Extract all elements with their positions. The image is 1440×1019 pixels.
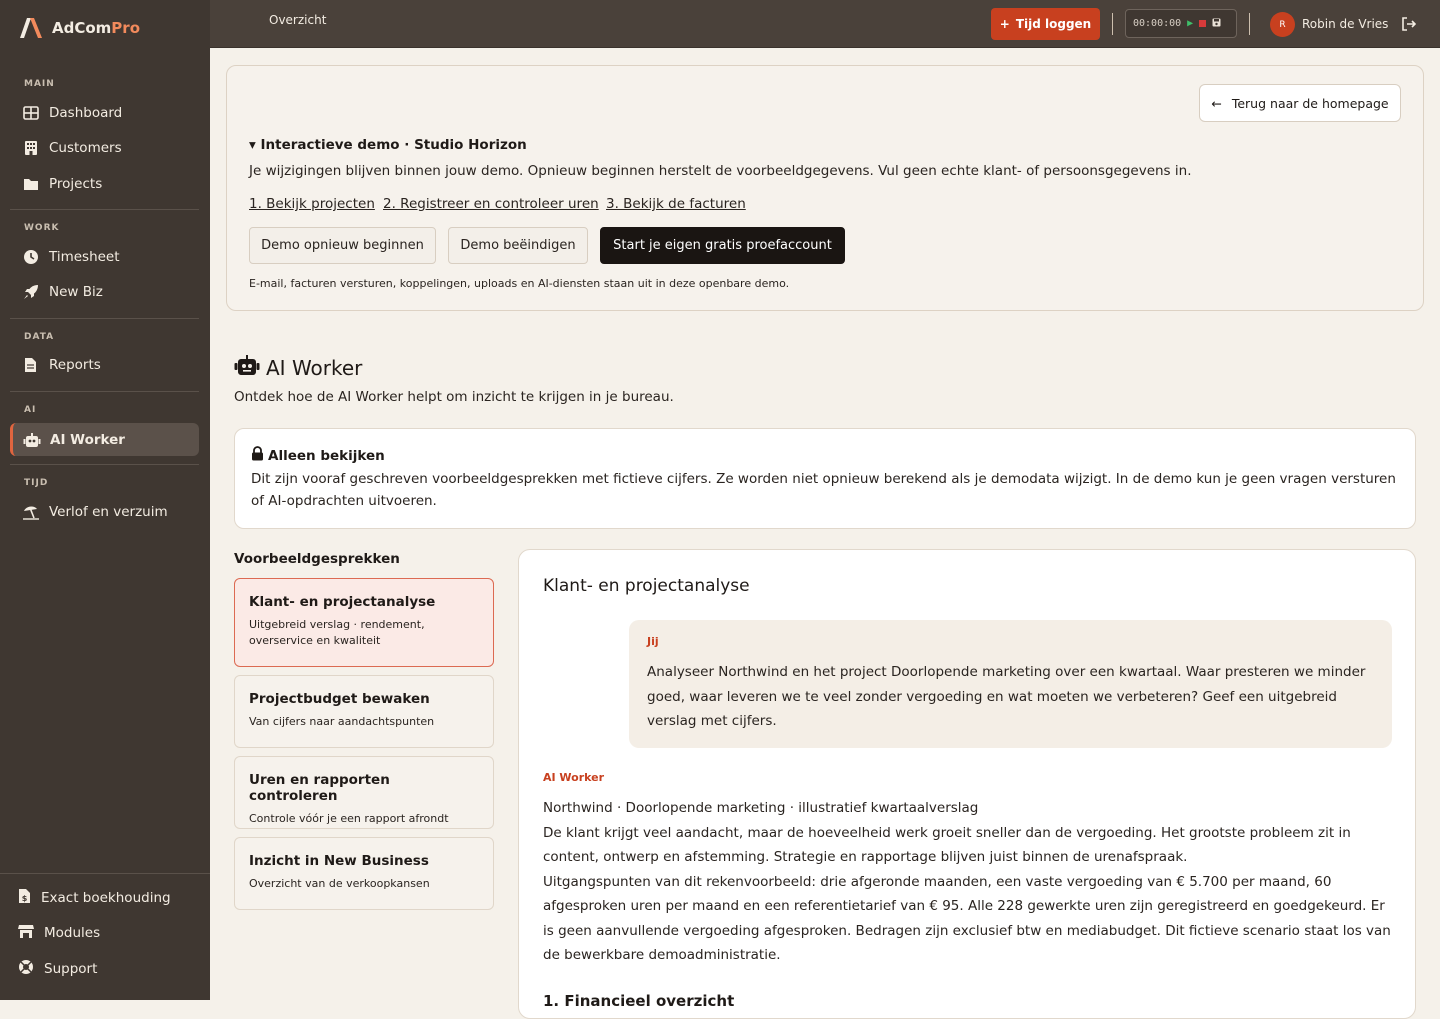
sidebar-item-ai-worker[interactable] [10, 423, 199, 456]
logout-icon[interactable] [1401, 16, 1416, 35]
demo-description: Je wijzigingen blijven binnen jouw demo. Opnieuw beginnen herstelt de voorbeeldgegevens. Vul geen echte klant- of persoonsgegevens in. [249, 163, 1192, 179]
user-name[interactable]: Robin de Vries [1302, 17, 1389, 31]
folder-icon [22, 175, 39, 192]
page-title [234, 354, 362, 381]
sidebar-divider [0, 873, 210, 874]
rocket-icon [22, 283, 39, 300]
app-logo[interactable] [18, 16, 140, 40]
back-button-label: Terug naar de homepage [1231, 95, 1389, 111]
conversation-item-analysis[interactable] [234, 578, 494, 667]
notice-title-text: Alleen bekijken [268, 447, 385, 464]
sidebar-divider [10, 209, 199, 210]
sidebar-item-newbiz[interactable] [10, 275, 199, 308]
demo-panel [226, 65, 1424, 311]
log-time-label: Tijd loggen [1015, 17, 1092, 31]
document-icon [22, 356, 39, 373]
sidebar-item-label: Exact boekhouding [41, 890, 171, 906]
sidebar-divider [10, 318, 199, 319]
robot-icon [234, 354, 260, 381]
sidebar-item-label: Customers [49, 139, 122, 156]
back-to-homepage-button[interactable] [1199, 84, 1401, 122]
ai-message [543, 796, 1393, 968]
sidebar-item-projects[interactable] [10, 167, 199, 200]
breadcrumb[interactable]: Overzicht [269, 13, 327, 27]
store-icon [18, 924, 34, 943]
topbar [210, 0, 1440, 48]
sidebar-item-label: New Biz [49, 283, 103, 300]
sidebar-item-modules[interactable] [8, 916, 203, 950]
app-name: AdComPro [52, 19, 140, 37]
section-label-ai: AI [24, 405, 37, 415]
sidebar-item-customers[interactable] [10, 131, 199, 164]
step-link-hours[interactable]: 2. Registreer en controleer uren [383, 196, 599, 212]
conversation-item-budget[interactable] [234, 675, 494, 748]
grid-icon [22, 104, 39, 121]
section-label-main: MAIN [24, 79, 55, 89]
ai-section-heading: 1. Financieel overzicht [543, 992, 735, 1010]
section-label-data: DATA [24, 332, 55, 342]
sidebar-item-label: Verlof en verzuim [49, 503, 168, 520]
sidebar-item-reports[interactable] [10, 348, 199, 381]
sidebar-item-label: Reports [49, 356, 101, 373]
building-icon [22, 139, 39, 156]
page-title-text: AI Worker [266, 355, 363, 380]
notice-text: Dit zijn vooraf geschreven voorbeeldgesprekken met fictieve cijfers. Ze worden niet opnieuw berekend als je demodata wijzigt. In de demo kun je geen vragen versturen of AI-opdrachten uitvoeren. [251, 471, 1396, 509]
topbar-separator [1249, 13, 1250, 35]
chat-title: Klant- en projectanalyse [543, 576, 750, 596]
sidebar-divider [10, 464, 199, 465]
demo-end-button[interactable]: Demo beëindigen [448, 227, 588, 264]
sidebar-item-label: Support [44, 961, 98, 977]
conversation-title: Klant- en projectanalyse [249, 594, 436, 610]
sidebar-item-support[interactable] [8, 952, 203, 986]
conversation-subtitle: Overzicht van de verkoopkansen [249, 877, 430, 890]
chat-panel [518, 549, 1416, 1019]
lock-icon [251, 446, 264, 465]
avatar[interactable]: R [1270, 12, 1295, 37]
conversation-title: Uren en rapporten controleren [249, 772, 390, 804]
section-label-tijd: TIJD [24, 478, 49, 488]
ai-message-author: AI Worker [543, 771, 605, 784]
notice-title [251, 446, 1399, 465]
section-label-work: WORK [24, 223, 60, 233]
logo-icon [18, 16, 44, 40]
topbar-separator [1112, 13, 1113, 35]
ai-message-line: Uitgangspunten van dit rekenvoorbeeld: drie afgeronde maanden, een vaste vergoeding van € 5.700 per maand, 60 afgesproken uren per maand en een referentietarief van € 95. Alle 228 gewerkte uren zijn geregistreerd en goedgekeurd. Er is geen aanvullende vergoeding afgesproken. Bedragen zijn exclusief btw en mediabudget. Dit fictieve scenario staat los van de bewerkbare demoadministratie. [543, 873, 1391, 963]
sidebar-item-label: Projects [49, 175, 103, 192]
sidebar-item-exact[interactable] [8, 881, 203, 915]
page-subtitle: Ontdek hoe de AI Worker helpt om inzicht te krijgen in je bureau. [234, 389, 674, 405]
conversation-item-newbiz[interactable] [234, 837, 494, 910]
start-trial-button[interactable]: Start je eigen gratis proefaccount [600, 227, 845, 264]
sidebar [0, 0, 210, 1000]
robot-icon [23, 431, 40, 448]
conversation-title: Projectbudget bewaken [249, 691, 430, 707]
conversation-subtitle: Uitgebreid verslag · rendement, overservice en kwaliteit [249, 618, 425, 647]
sidebar-item-label: AI Worker [50, 431, 125, 448]
stop-icon[interactable] [1199, 20, 1206, 27]
conversation-subtitle: Van cijfers naar aandachtspunten [249, 715, 435, 728]
triangle-down-icon: ▾ [249, 137, 256, 153]
ai-message-line: Northwind · Doorlopende marketing · illustratief kwartaalverslag [543, 800, 979, 816]
sidebar-item-timesheet[interactable] [10, 240, 199, 273]
save-icon[interactable] [1212, 18, 1221, 30]
sidebar-item-label: Dashboard [49, 104, 123, 121]
demo-title-text: Interactieve demo · Studio Horizon [260, 137, 527, 153]
step-link-projects[interactable]: 1. Bekijk projecten [249, 196, 375, 212]
demo-title[interactable] [249, 137, 527, 153]
demo-restart-button[interactable]: Demo opnieuw beginnen [249, 227, 436, 264]
conversation-title: Inzicht in New Business [249, 853, 429, 869]
sidebar-item-dashboard[interactable] [10, 96, 199, 129]
play-icon[interactable]: ▶ [1187, 18, 1194, 29]
log-time-button[interactable] [991, 8, 1100, 40]
arrow-left-icon: ← [1211, 95, 1222, 111]
user-message-text: Analyseer Northwind en het project Doorlopende marketing over een kwartaal. Waar presteren we minder goed, waar leveren we te veel zonder vergoeding en wat moeten we verbeteren? Geef een uitgebreid verslag met cijfers. [647, 664, 1366, 729]
umbrella-beach-icon [22, 503, 39, 520]
ai-message-line: De klant krijgt veel aandacht, maar de hoeveelheid werk groeit sneller dan de vergoeding. Het grootste probleem zit in content, ontwerp en afstemming. Strategie en rapportage blijven juist binnen de urenafspraak. [543, 824, 1351, 865]
demo-note: E-mail, facturen versturen, koppelingen, uploads en AI-diensten staan uit in deze openbare demo. [249, 277, 790, 290]
timer-display: 00:00:00 [1133, 18, 1182, 29]
sidebar-item-label: Timesheet [49, 248, 120, 265]
conversations-label: Voorbeeldgesprekken [234, 551, 400, 567]
svg-text:$: $ [21, 894, 28, 903]
timer-widget [1125, 9, 1237, 38]
plus-icon: + [999, 17, 1010, 31]
conversation-subtitle: Controle vóór je een rapport afrondt [249, 812, 449, 825]
conversation-item-hours[interactable] [234, 756, 494, 829]
sidebar-item-label: Modules [44, 925, 101, 941]
step-link-invoices[interactable]: 3. Bekijk de facturen [606, 196, 746, 212]
sidebar-divider [10, 391, 199, 392]
sidebar-item-verlof[interactable] [10, 495, 199, 528]
read-only-notice [234, 428, 1416, 529]
clock-icon [22, 248, 39, 265]
user-message-author: Jij [647, 635, 659, 648]
user-message [629, 620, 1392, 748]
lifebuoy-icon [18, 959, 34, 979]
invoice-dollar-icon [18, 888, 31, 908]
